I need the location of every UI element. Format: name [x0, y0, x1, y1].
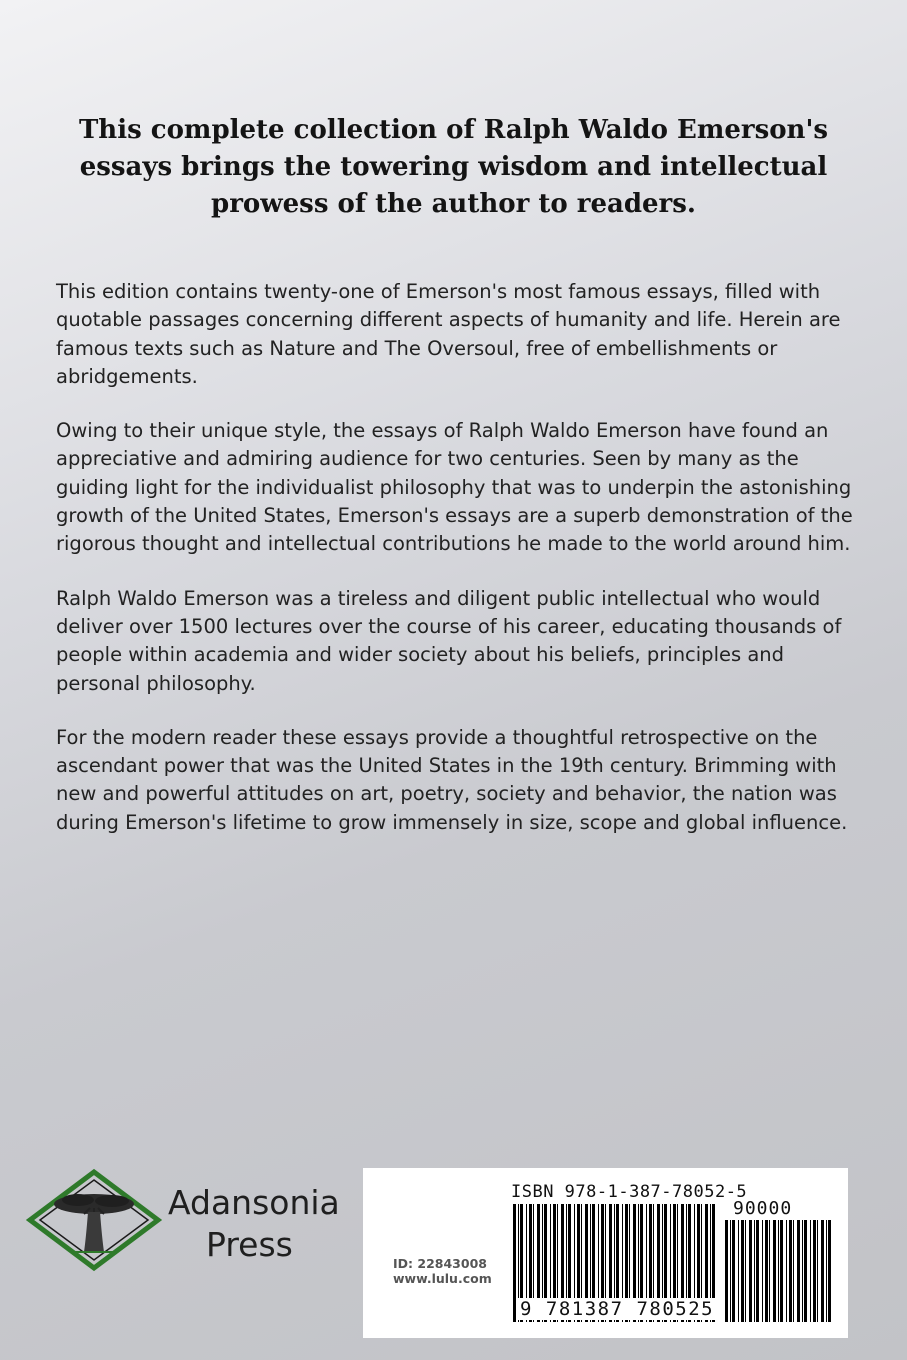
barcode-bar: [745, 1220, 746, 1322]
barcode-bar: [804, 1220, 807, 1322]
barcode-bar: [762, 1220, 763, 1322]
barcode-bar: [741, 1220, 744, 1322]
publisher-block: [26, 1168, 356, 1273]
publisher-name: [168, 1182, 368, 1266]
paragraph-4: For the modern reader these essays provide a thoughtful retrospective on the ascendant power that was the United States in the 19th century. Brimming with new and powerful attitudes on art, poetry, society and behavior, the nation was during Emerson's lifetime to grow immensely in size, scope and global influence.: [56, 725, 848, 834]
lulu-url: www.lulu.com: [393, 1271, 492, 1286]
isbn-label: ISBN 978-1-387-78052-5: [511, 1182, 748, 1202]
price-code: 90000: [733, 1198, 793, 1219]
barcode-bar: [793, 1220, 794, 1322]
barcode-bar: [773, 1220, 776, 1322]
publisher-name-line1: Adansonia: [168, 1183, 340, 1222]
barcode-bar: [817, 1220, 818, 1322]
barcode-digits: 9 781387 780525: [520, 1298, 715, 1320]
paragraph-2: Owing to their unique style, the essays of Ralph Waldo Emerson have found an appreciative and admiring audience for two centuries. Seen by many as the guiding light for the individualist philosophy that was to underpin the astonishing growth of the United States, Emerson's essays are a superb demonstration of the rigorous thought and intellectual contributions he made to the world around him.: [56, 419, 853, 556]
barcode-bar: [778, 1220, 779, 1322]
barcode-bar: [732, 1220, 735, 1322]
barcode-bar: [756, 1220, 759, 1322]
barcode-bar: [765, 1220, 768, 1322]
barcode-bar: [810, 1220, 811, 1322]
barcode-bar: [797, 1220, 800, 1322]
barcode-bar: [813, 1220, 816, 1322]
barcode-bar: [786, 1220, 787, 1322]
description-body: [56, 278, 856, 863]
barcode-bar: [749, 1220, 752, 1322]
barcode-bar: [828, 1220, 831, 1322]
barcode-bar: [513, 1204, 516, 1322]
barcode-bar: [730, 1220, 731, 1322]
barcode-bar: [789, 1220, 792, 1322]
barcode-bar: [802, 1220, 803, 1322]
barcode-bar: [780, 1220, 783, 1322]
tagline: This complete collection of Ralph Waldo Emerson's essays brings the towering wisdom and intellectual prowess of the author to readers.: [78, 115, 829, 219]
paragraph-1: This edition contains twenty-one of Emerson's most famous essays, filled with quotable passages concerning different aspects of humanity and life. Herein are famous texts such as Nature and The Oversoul, free of embellishments or abridgements.: [56, 280, 841, 388]
barcode-bar: [826, 1220, 827, 1322]
paragraph-3: Ralph Waldo Emerson was a tireless and diligent public intellectual who would deliver over 1500 lectures over the course of his career, educating thousands of people within academia and wider society about his beliefs, principles and personal philosophy.: [56, 586, 842, 695]
baobab-tree-diamond-logo: [26, 1168, 162, 1273]
barcode-panel: [363, 1168, 848, 1338]
publisher-name-line2: Press: [206, 1225, 293, 1264]
barcode-bar: [754, 1220, 755, 1322]
barcode-bar: [725, 1220, 728, 1322]
barcode-bar: [821, 1220, 824, 1322]
barcode-bar: [769, 1220, 770, 1322]
barcode-bar: [738, 1220, 739, 1322]
lulu-id: ID: 22843008: [393, 1256, 487, 1271]
